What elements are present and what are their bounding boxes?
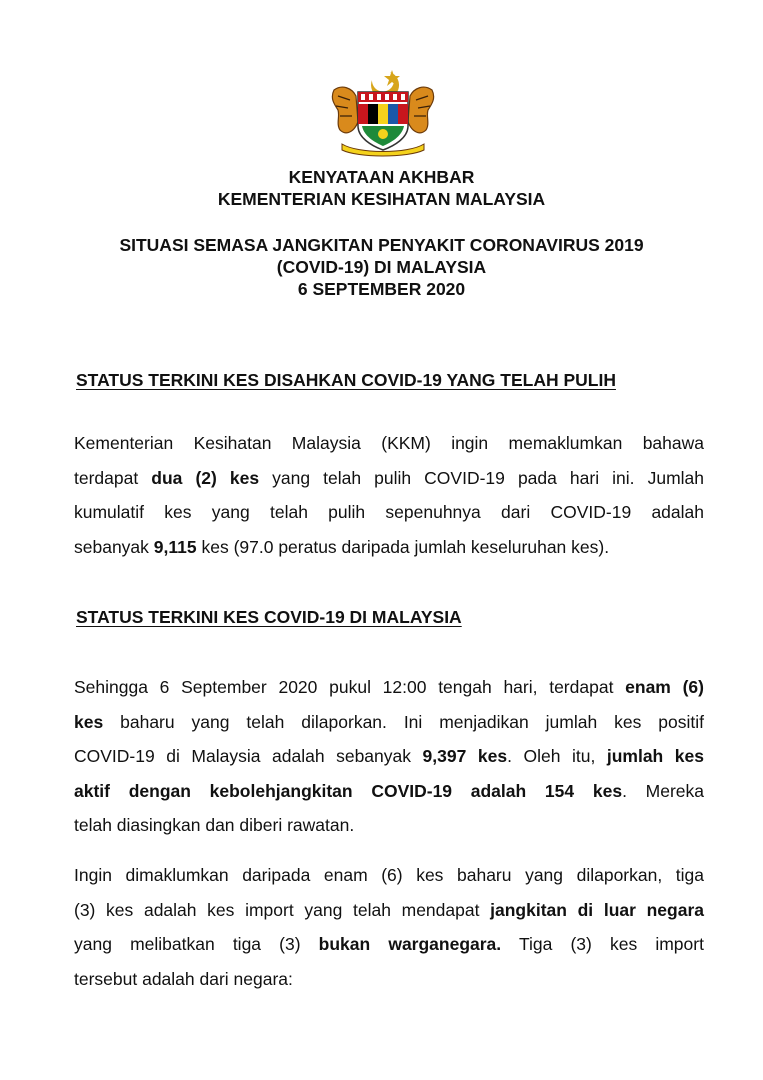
paragraph-imported-cases [74, 858, 704, 996]
paragraph-status [74, 670, 704, 843]
title-date: 6 SEPTEMBER 2020 [297, 279, 466, 299]
coat-of-arms-icon [328, 66, 438, 158]
header-line-2: KEMENTERIAN KESIHATAN MALAYSIA [217, 189, 546, 209]
section-heading-recovered: STATUS TERKINI KES DISAHKAN COVID-19 YANG TELAH PULIH [76, 370, 616, 390]
paragraph-line: telah diasingkan dan diberi rawatan. [74, 815, 355, 835]
document-title [0, 234, 763, 300]
paragraph-line: aktif dengan kebolehjangkitan COVID-19 adalah 154 kes. Mereka [74, 780, 705, 801]
paragraph-line: Ingin dimaklumkan daripada enam (6) kes baharu yang dilaporkan, tiga [74, 865, 704, 885]
paragraph-recovered [74, 426, 704, 564]
paragraph-line: (3) kes adalah kes import yang telah mendapat jangkitan di luar negara [74, 899, 704, 920]
paragraph-line: tersebut adalah dari negara: [74, 968, 293, 989]
paragraph-line: kes baharu yang telah dilaporkan. Ini menjadikan jumlah kes positif [74, 711, 704, 732]
paragraph-line: terdapat dua (2) kes yang telah pulih COVID-19 pada hari ini. Jumlah [74, 467, 704, 488]
paragraph-line: COVID-19 di Malaysia adalah sebanyak 9,397 kes. Oleh itu, jumlah kes [74, 746, 704, 766]
paragraph-line: sebanyak 9,115 kes (97.0 peratus daripada jumlah keseluruhan kes). [74, 536, 610, 557]
section-heading-status: STATUS TERKINI KES COVID-19 DI MALAYSIA [76, 607, 462, 627]
paragraph-line: yang melibatkan tiga (3) bukan warganegara. Tiga (3) kes import [74, 934, 704, 954]
title-line-2: (COVID-19) DI MALAYSIA [276, 257, 487, 277]
press-release-header [0, 166, 763, 210]
title-line-1: SITUASI SEMASA JANGKITAN PENYAKIT CORONAVIRUS 2019 [119, 235, 644, 255]
header-line-1: KENYATAAN AKHBAR [288, 167, 475, 187]
paragraph-line: Sehingga 6 September 2020 pukul 12:00 tengah hari, terdapat enam (6) [74, 677, 704, 697]
paragraph-line: kumulatif kes yang telah pulih sepenuhnya dari COVID-19 adalah [74, 502, 704, 522]
paragraph-line: Kementerian Kesihatan Malaysia (KKM) ingin memaklumkan bahawa [74, 433, 704, 453]
